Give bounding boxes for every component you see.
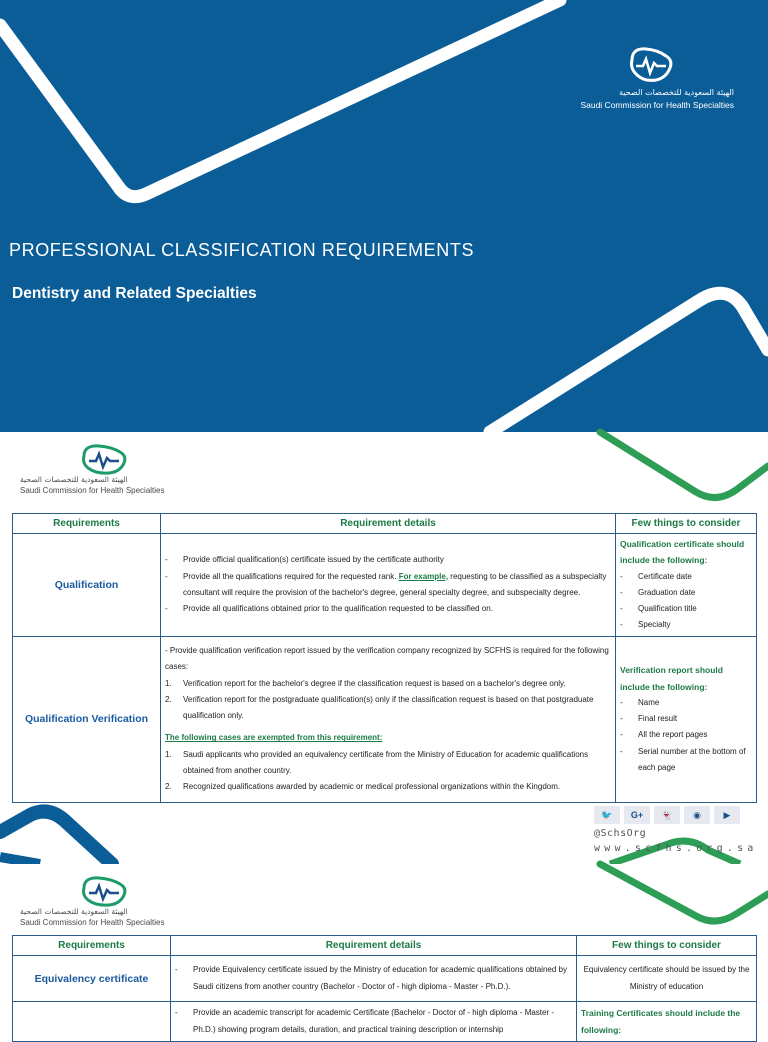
detail-item: - Provide all the qualifications required for the requested rank. For example, requesting to be classified as a subspecialty consultant will require the provision of the bachelor's degree, general specialty degree, and subspecialty degree. [165,571,607,597]
organization-name-arabic: الهيئة السعودية للتخصصات الصحية [619,88,734,97]
table-row [13,534,757,637]
scfhs-logo-icon [78,874,130,908]
exempt-item: 1. Saudi applicants who provided an equivalency certificate from the Ministry of Education for academic qualifications obtained from another country. [165,749,589,776]
consider-item: - Qualification title [620,604,697,614]
detail-item: 1. Verification report for the bachelor's degree if the classification request is based on a bachelor's degree only. [165,678,566,688]
example-highlight: For example, [398,571,449,581]
header-consider: Few things to consider [616,514,757,534]
header-requirements: Requirements [13,936,171,956]
consider-item: - Serial number at the bottom of each page [620,746,746,773]
consider-item: - All the report pages [620,730,708,740]
social-handle[interactable]: @SchsOrg [594,828,647,839]
scfhs-logo-icon [78,442,130,476]
page-title: PROFESSIONAL CLASSIFICATION REQUIREMENTS [9,240,475,260]
table-row [13,956,757,1002]
exempt-heading: The following cases are exempted from this requirement: [165,733,383,743]
detail-intro: - Provide qualification verification report issued by the verification company recognized by SCFHS is required for the following cases: [165,645,609,672]
google-plus-icon[interactable]: G+ [624,806,650,824]
row-details [161,636,616,802]
organization-name-arabic: الهيئة السعودية للتخصصات الصحية [20,475,128,484]
consider-item: - Graduation date [620,587,696,597]
requirements-page-2 [0,864,768,1035]
detail-item: - Provide official qualification(s) certificate issued by the certificate authority [165,555,444,565]
consider-item: - Name [620,697,660,707]
youtube-icon[interactable]: ▶ [714,806,740,824]
header-requirements: Requirements [13,514,161,534]
organization-name-english: Saudi Commission for Health Specialties [580,100,734,110]
website-link[interactable]: www.scfhs.org.sa [594,843,758,854]
scfhs-logo-icon [626,44,676,84]
header-consider: Few things to consider [577,936,757,956]
instagram-icon[interactable]: ◉ [684,806,710,824]
row-consider [577,1002,757,1042]
detail-item: 2. Verification report for the postgraduate qualification(s) only if the classification request is based on that postgraduate qualification only. [165,694,594,721]
row-details [171,956,577,1002]
consider-heading: Training Certificates should include the following: [581,1008,741,1035]
requirements-table [12,513,757,803]
cover-page [0,0,768,432]
exempt-item: 2. Recognized qualifications awarded by academic or medical professional organizations within the Kingdom. [165,782,561,792]
row-label: Qualification Verification [13,636,161,802]
row-consider [616,636,757,802]
row-label: Qualification [13,534,161,637]
detail-item: - Provide Equivalency certificate issued by the Ministry of education for academic qualifications obtained by Saudi citizens from another country (Bachelor - Doctor of - high diploma - Master - Ph.D.). [175,965,567,991]
consider-heading: Qualification certificate should include the following: [620,539,745,566]
organization-name-english: Saudi Commission for Health Specialties [20,486,165,495]
social-links [594,806,758,868]
requirements-page-1 [0,432,768,864]
table-header-row [13,936,757,956]
scfhs-logo [20,874,190,930]
detail-item: - Provide all qualifications obtained prior to the qualification requested to be classified on. [165,604,493,614]
twitter-icon[interactable]: 🐦 [594,806,620,824]
table-row [13,1002,757,1042]
table-row [13,636,757,802]
row-consider: Equivalency certificate should be issued by the Ministry of education [577,956,757,1002]
scfhs-logo [572,44,740,114]
row-consider [616,534,757,637]
organization-name-english: Saudi Commission for Health Specialties [20,918,165,927]
row-details [161,534,616,637]
consider-item: - Certificate date [620,571,692,581]
detail-item: - Provide an academic transcript for academic Certificate (Bachelor - Doctor of - high diploma - Master - Ph.D.) showing program details, duration, and practical training description or internship [175,1008,555,1034]
requirements-table [12,935,757,1042]
scfhs-logo [20,442,190,498]
page-subtitle: Dentistry and Related Specialties [12,285,257,302]
organization-name-arabic: الهيئة السعودية للتخصصات الصحية [20,907,128,916]
consider-item: - Final result [620,714,678,724]
table-header-row [13,514,757,534]
consider-item: - Specialty [620,620,671,630]
row-details [171,1002,577,1042]
row-label [13,1002,171,1042]
row-label: Equivalency certificate [13,956,171,1002]
consider-heading: Verification report should include the following: [620,665,723,692]
snapchat-icon[interactable]: 👻 [654,806,680,824]
header-details: Requirement details [171,936,577,956]
header-details: Requirement details [161,514,616,534]
